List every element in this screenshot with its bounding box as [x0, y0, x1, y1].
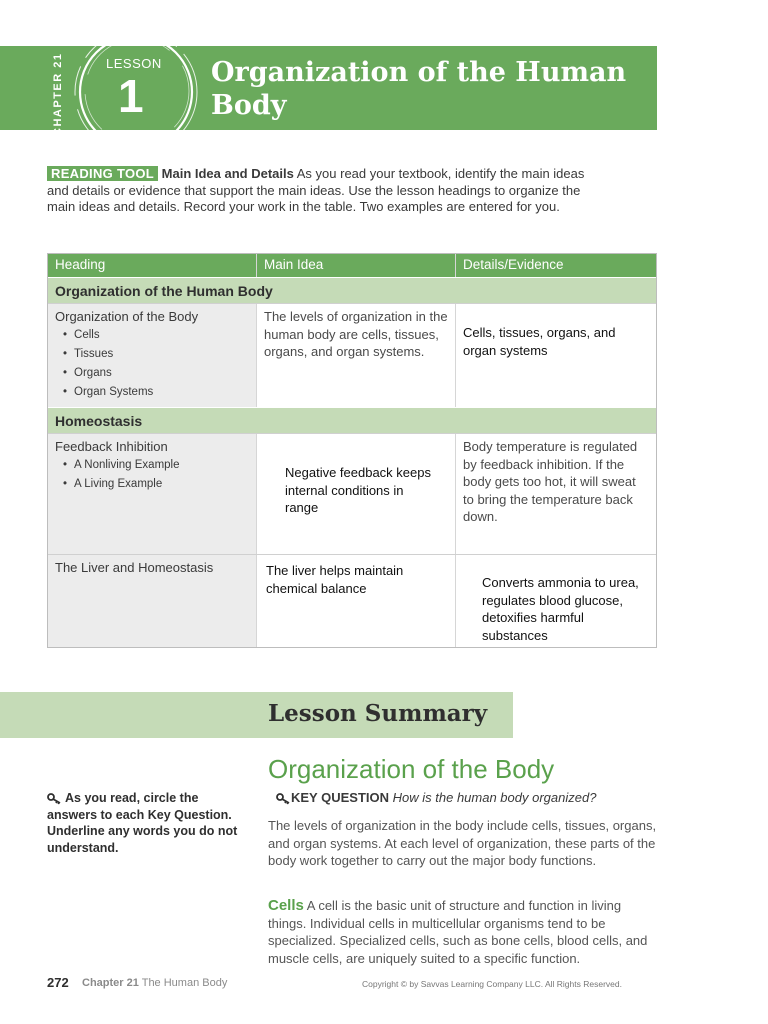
bullet-item: • Cells	[55, 326, 249, 345]
section-title: Organization of the Body	[268, 754, 555, 784]
details-cell: Cells, tissues, organs, and organ systems	[456, 304, 656, 407]
key-icon	[276, 793, 291, 805]
page-number: 272	[47, 975, 69, 990]
chapter-label: CHAPTER 21	[52, 52, 64, 136]
table-row	[48, 554, 656, 647]
column-header: Main Idea	[257, 254, 456, 277]
page-title: Organization of the Human Body	[211, 57, 627, 121]
details-cell: Converts ammonia to urea, regulates blood glucose, detoxifies harmful substances	[456, 555, 656, 647]
cells-text: A cell is the basic unit of structure and function in living things. Individual cells in multicellular organisms tend to be specialized. Specialized cells, such as bone cells, blood cells, and muscle cells, are uniquely suited to a specific function.	[268, 898, 648, 966]
side-note-text: As you read, circle the answers to each Key Question. Underline any words you do not understand.	[47, 791, 238, 855]
lesson-summary-title: Lesson Summary	[268, 700, 488, 727]
key-question-text: How is the human body organized?	[392, 790, 597, 805]
main-idea-table	[47, 253, 657, 648]
footer-chapter-title: The Human Body	[141, 977, 228, 989]
row-heading-cell	[48, 304, 257, 407]
footer-chapter-label: Chapter 21	[82, 977, 139, 989]
row-heading: Organization of the Body	[55, 309, 199, 324]
bullet-item: • A Nonliving Example	[55, 456, 249, 475]
table-section-heading: Organization of the Human Body	[48, 277, 656, 303]
footer-chapter	[82, 977, 227, 989]
reading-tool-text: As you read your textbook, identify the main ideas and details or evidence that support the main ideas. Use the lesson headings to organize the main ideas and details. Record your work in the table. Two examples are entered for you.	[47, 166, 585, 214]
key-question-label: KEY QUESTION	[291, 790, 390, 805]
copyright: Copyright © by Savvas Learning Company LLC. All Rights Reserved.	[362, 979, 622, 989]
main-idea-cell: The levels of organization in the human body are cells, tissues, organs, and organ systems.	[257, 304, 456, 407]
row-heading: Feedback Inhibition	[55, 439, 168, 454]
lesson-label: LESSON	[106, 56, 162, 71]
chapter-tab	[0, 46, 64, 136]
table-row	[48, 433, 656, 554]
bullet-item: • Organ Systems	[55, 383, 249, 402]
table-row	[48, 303, 656, 407]
cells-paragraph	[268, 897, 658, 967]
bullet-item: • A Living Example	[55, 475, 249, 494]
row-heading-cell	[48, 555, 257, 647]
row-heading-cell	[48, 434, 257, 554]
column-header: Details/Evidence	[463, 257, 564, 272]
details-cell: Body temperature is regulated by feedback inhibition. If the body gets too hot, it will sweat to bring the temperature back down.	[456, 434, 656, 554]
table-header	[48, 254, 656, 277]
main-idea-cell: Negative feedback keeps internal conditions in range	[257, 434, 456, 554]
row-heading: The Liver and Homeostasis	[55, 560, 214, 575]
reading-tool-heading: Main Idea and Details	[161, 166, 294, 181]
main-idea-cell: The liver helps maintain chemical balance	[257, 555, 456, 647]
reading-tool-badge: READING TOOL	[47, 166, 158, 181]
summary-paragraph: The levels of organization in the body include cells, tissues, organs, and organ systems. At each level of organization, these parts of the body work together to carry out the major body functions.	[268, 818, 657, 868]
side-note	[47, 790, 247, 856]
reading-tool-paragraph	[47, 166, 607, 216]
table-section-heading: Homeostasis	[48, 407, 656, 433]
lesson-number: 1	[118, 70, 144, 122]
key-icon	[47, 793, 62, 805]
bullet-item: • Tissues	[55, 345, 249, 364]
bullet-item: • Organs	[55, 364, 249, 383]
column-header: Heading	[48, 254, 257, 277]
key-question	[276, 790, 596, 805]
cells-heading: Cells	[268, 897, 304, 914]
